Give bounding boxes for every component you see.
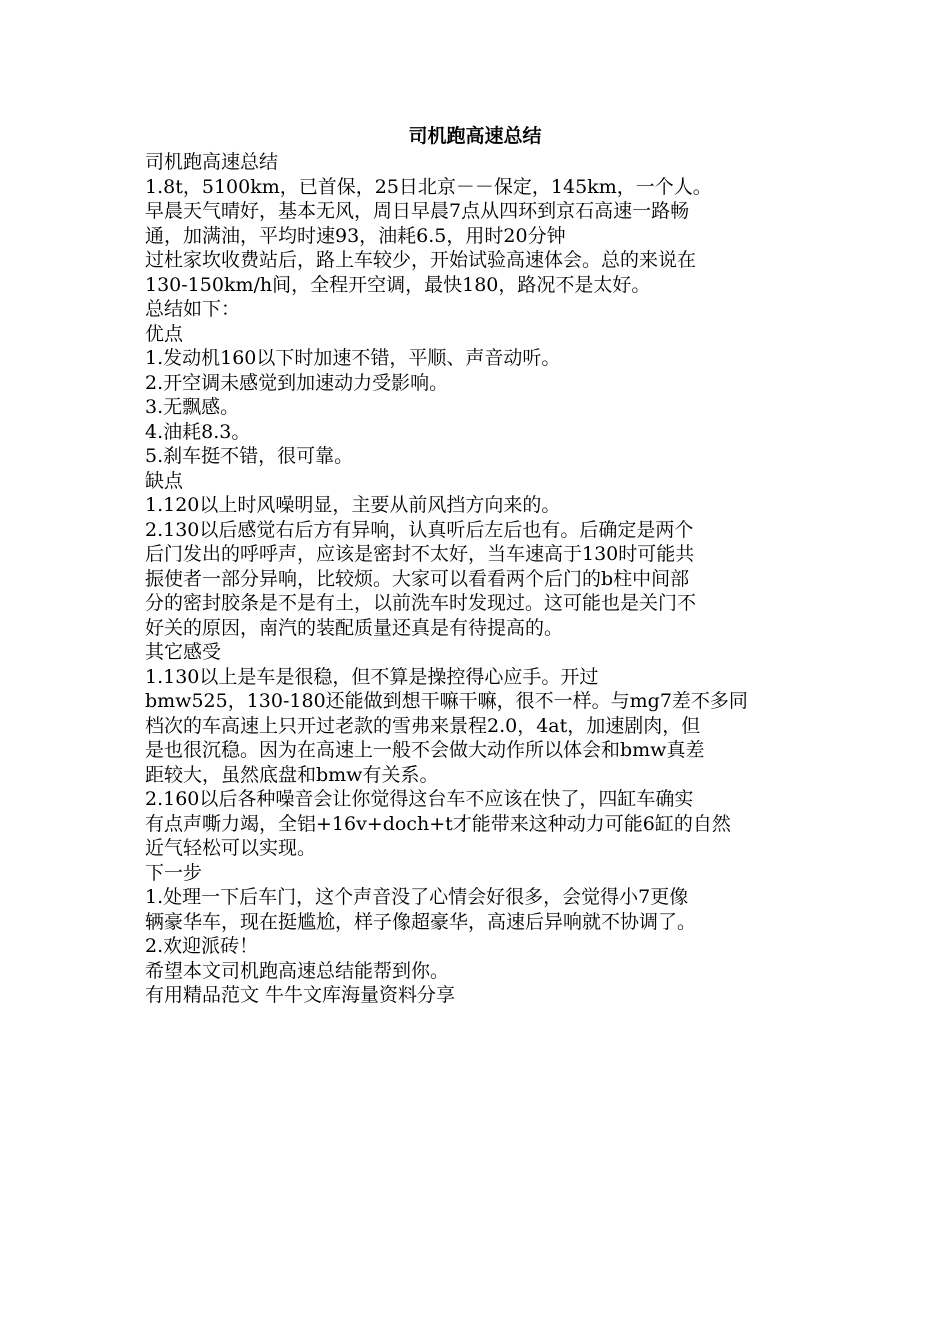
text-line: 2.130以后感觉右后方有异响，认真听后左后也有。后确定是两个 (145, 518, 694, 541)
text-line: 总结如下： (145, 298, 241, 320)
text-line: 1.发动机160以下时加速不错，平顺、声音动听。 (145, 347, 561, 369)
text-line: 缺点 (145, 469, 184, 492)
text-line: bmw525，130-180还能做到想干嘛干嘛，很不一样。与mg7差不多同 (145, 690, 748, 712)
text-line: 振使者一部分异响，比较烦。大家可以看看两个后门的b柱中间部 (145, 567, 690, 590)
text-line: 过杜家坎收费站后，路上车较少，开始试验高速体会。总的来说在 (145, 249, 697, 271)
text-line: 辆豪华车，现在挺尴尬，样子像超豪华，高速后异响就不协调了。 (145, 910, 697, 933)
text-line: 优点 (145, 322, 184, 345)
document-body (145, 150, 810, 1008)
text-line: 1.8t，5100km，已首保，25日北京－－保定，145km，一个人。 (145, 175, 712, 198)
text-line: 3.无飘感。 (145, 396, 240, 418)
text-line: 5.刹车挺不错，很可靠。 (145, 445, 354, 467)
text-line: 好关的原因，南汽的装配质量还真是有待提高的。 (145, 616, 564, 639)
text-line: 距较大，虽然底盘和bmw有关系。 (145, 763, 439, 786)
text-line: 司机跑高速总结 (145, 151, 279, 173)
text-line: 130-150km/h间，全程开空调，最快180，路况不是太好。 (145, 273, 651, 296)
text-line: 2.欢迎派砖！ (145, 935, 259, 957)
text-line: 1.120以上时风噪明显，主要从前风挡方向来的。 (145, 494, 561, 516)
text-line: 2.160以后各种噪音会让你觉得这台车不应该在快了，四缸车确实 (145, 788, 694, 810)
text-line: 早晨天气晴好，基本无风，周日早晨7点从四环到京石高速一路畅 (145, 200, 690, 222)
text-line: 后门发出的呼呼声，应该是密封不太好，当车速高于130时可能共 (145, 543, 695, 565)
text-line: 有用精品范文 牛牛文库海量资料分享 (145, 984, 456, 1006)
text-line: 1.处理一下后车门，这个声音没了心情会好很多，会觉得小7更像 (145, 886, 689, 908)
text-line: 希望本文司机跑高速总结能帮到你。 (145, 959, 450, 982)
text-line: 档次的车高速上只开过老款的雪弗来景程2.0，4at，加速剧肉，但 (145, 714, 701, 737)
text-line: 近气轻松可以实现。 (145, 837, 317, 859)
text-line: 分的密封胶条是不是有土，以前洗车时发现过。这可能也是关门不 (145, 592, 697, 614)
text-line: 1.130以上是车是很稳，但不算是操控得心应手。开过 (145, 665, 599, 688)
text-line: 通，加满油，平均时速93，油耗6.5，用时20分钟 (145, 224, 566, 247)
document-title: 司机跑高速总结 (408, 125, 542, 147)
text-line: 有点声嘶力竭，全铝+16v+doch+t才能带来这种动力可能6缸的自然 (145, 812, 731, 835)
text-line: 4.油耗8.3。 (145, 420, 251, 443)
text-line: 是也很沉稳。因为在高速上一般不会做大动作所以体会和bmw真差 (145, 739, 705, 761)
text-line: 下一步 (145, 861, 203, 884)
text-line: 其它感受 (145, 641, 222, 663)
text-line: 2.开空调未感觉到加速动力受影响。 (145, 371, 449, 394)
